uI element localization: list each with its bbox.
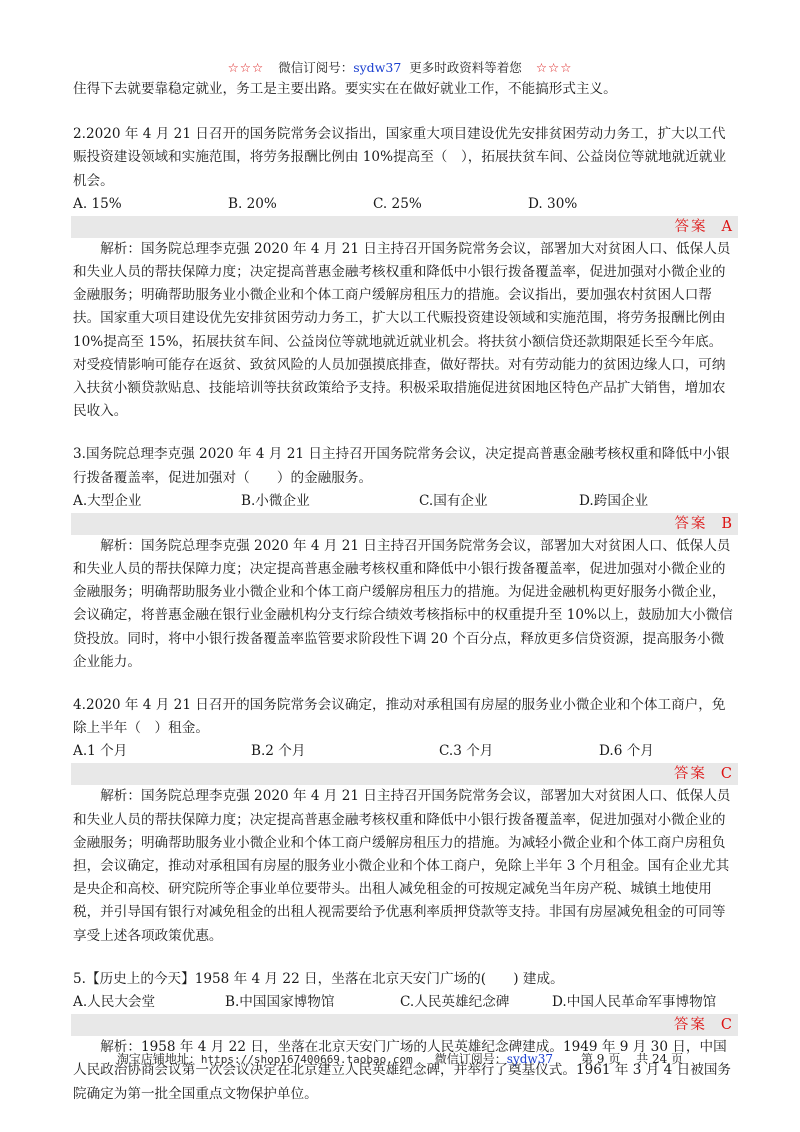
footer-account: sydw37 — [506, 1052, 553, 1066]
answer-bar — [71, 216, 738, 238]
page-total: 共 24 页 — [636, 1052, 684, 1066]
answer-label: 答案 — [673, 1017, 707, 1034]
answer-label: 答案 — [673, 766, 707, 783]
shop-label: 淘宝店铺地址： — [116, 1052, 201, 1066]
option-d: D. 30% — [528, 195, 578, 212]
header-slogan: 更多时政资料等着您 — [409, 60, 522, 75]
option-d: D.中国人民革命军事博物馆 — [552, 994, 717, 1011]
question-stem: 2.2020 年 4 月 21 日召开的国务院常务会议指出，国家重大项目建设优先安排贫困劳动力务工，扩大以工代赈投资建设领域和实施范围，将劳务报酬比例由 10%提高至（ ），拓展扶贫车间、公益岗位等就地就近就业机会。 — [73, 126, 727, 189]
options-row — [73, 991, 733, 1014]
answer-label: 答案 — [674, 218, 708, 235]
option-b: B.2 个月 — [251, 743, 306, 760]
option-c: C.国有企业 — [419, 492, 488, 509]
analysis-text: 解析：国务院总理李克强 2020 年 4 月 21 日主持召开国务院常务会议，部署加大对贫困人口、低保人员和失业人员的帮扶保障力度；决定提高普惠金融考核权重和降低中小银行拨备覆盖率，促进加强对小微企业的金融服务；明确帮助服务业小微企业和个体工商户缓解房租压力的措施。为促进金融机构更好服务小微企业，会议确定，将普惠金融在银行业金融机构分支行综合绩效考核指标中的权重提升至 10%以上，鼓励加大小微信贷投放。同时，将中小银行拨备覆盖率监管要求阶段性下调 20 个百分点，释放更多信贷资源，提高服务小微企业能力。 — [73, 537, 733, 670]
option-d: D.跨国企业 — [579, 492, 649, 509]
option-d: D.6 个月 — [599, 743, 654, 760]
option-c: C.3 个月 — [439, 743, 494, 760]
options-row — [73, 193, 733, 216]
footer-account-label: 微信订阅号： — [434, 1052, 507, 1066]
page-number: 第 9 页 — [580, 1052, 621, 1066]
option-a: A.1 个月 — [73, 743, 128, 760]
analysis-text: 解析：国务院总理李克强 2020 年 4 月 21 日主持召开国务院常务会议，部署加大对贫困人口、低保人员和失业人员的帮扶保障力度；决定提高普惠金融考核权重和降低中小银行拨备覆盖率，促进加强对小微企业的金融服务；明确帮助服务业小微企业和个体工商户缓解房租压力的措施。为减轻小微企业和个体工商户房租负担，会议确定，推动对承租国有房屋的服务业小微企业和个体工商户，免除上半年 3 个月租金。国有企业尤其是央企和高校、研究院所等企事业单位要带头。出租人减免租金的可按规定减免当年房产税、城镇土地使用税，并引导国有银行对减免租金的出租人视需要给予优惠利率质押贷款等支持。非国有房屋减免租金的可同等享受上述各项政策优惠。 — [73, 788, 731, 944]
option-b: B. 20% — [228, 195, 277, 212]
option-a: A. 15% — [73, 195, 122, 212]
options-row — [73, 740, 733, 763]
answer-label: 答案 — [674, 515, 708, 532]
analysis-text: 解析：国务院总理李克强 2020 年 4 月 21 日主持召开国务院常务会议，部署加大对贫困人口、低保人员和失业人员的帮扶保障力度；决定提高普惠金融考核权重和降低中小银行拨备覆盖率，促进加强对小微企业的金融服务；明确帮助服务业小微企业和个体工商户缓解房租压力的措施。会议指出，要加强农村贫困人口帮扶。国家重大项目建设优先安排贫困劳动力务工，扩大以工代赈投资建设领域和实施范围，将劳务报酬比例由 10%提高至 15%，拓展扶贫车间、公益岗位等就地就近就业机会。将扶贫小额信贷还款期限延长至今年底。对受疫情影响可能存在返贫、致贫风险的人员加强摸底排查，做好帮扶。对有劳动能力的贫困边缘人口，可纳入扶贫小额贷款贴息、技能培训等扶贫政策给予支持。积极采取措施促进贫困地区特色产品扩大销售，增加农民收入。 — [73, 240, 731, 420]
shop-url-link[interactable]: https://shop167400669.taobao.com — [200, 1053, 413, 1066]
options-row — [73, 490, 733, 513]
star-decoration-right: ☆☆☆ — [535, 60, 573, 75]
document-body — [73, 78, 733, 1106]
question-5 — [73, 968, 733, 1106]
question-4 — [73, 694, 733, 948]
question-3 — [73, 443, 733, 674]
option-c: C.人民英雄纪念碑 — [400, 994, 510, 1011]
answer-value: C — [720, 766, 732, 783]
answer-value: C — [720, 1017, 732, 1034]
answer-bar — [71, 1014, 738, 1036]
question-stem: 3.国务院总理李克强 2020 年 4 月 21 日主持召开国务院常务会议，决定提高普惠金融考核权重和降低中小银行拨备覆盖率，促进加强对（ ）的金融服务。 — [73, 446, 730, 486]
option-c: C. 25% — [373, 195, 422, 212]
answer-bar — [71, 513, 738, 535]
option-a: A.人民大会堂 — [73, 994, 156, 1011]
question-stem: 4.2020 年 4 月 21 日召开的国务院常务会议确定，推动对承租国有房屋的服务业小微企业和个体工商户，免除上半年（ ）租金。 — [73, 697, 726, 737]
page-header — [0, 58, 800, 76]
option-b: B.中国国家博物馆 — [225, 994, 335, 1011]
header-label: 微信订阅号： — [278, 60, 354, 75]
header-account: sydw37 — [353, 60, 402, 75]
analysis-text: 解析：1958 年 4 月 22 日，坐落在北京天安门广场的人民英雄纪念碑建成。1949 年 9 月 30 日，中国人民政治协商会议第一次会议决定在北京建立人民英雄纪念碑，并举行了奠基仪式。1961 年 3 月 4 日被国务院确定为第一批全国重点文物保护单位。 — [73, 1039, 732, 1102]
question-stem: 5.【历史上的今天】1958 年 4 月 22 日，坐落在北京天安门广场的( ) 建成。 — [73, 970, 564, 987]
answer-bar — [71, 763, 738, 785]
page-footer — [0, 1050, 800, 1067]
answer-value: A — [721, 218, 732, 235]
answer-value: B — [721, 515, 732, 532]
option-a: A.大型企业 — [73, 492, 142, 509]
star-decoration-left: ☆☆☆ — [227, 60, 265, 75]
question-2 — [73, 123, 733, 423]
option-b: B.小微企业 — [241, 492, 310, 509]
continued-text: 住得下去就要靠稳定就业，务工是主要出路。要实实在在做好就业工作，不能搞形式主义。 — [73, 81, 617, 97]
